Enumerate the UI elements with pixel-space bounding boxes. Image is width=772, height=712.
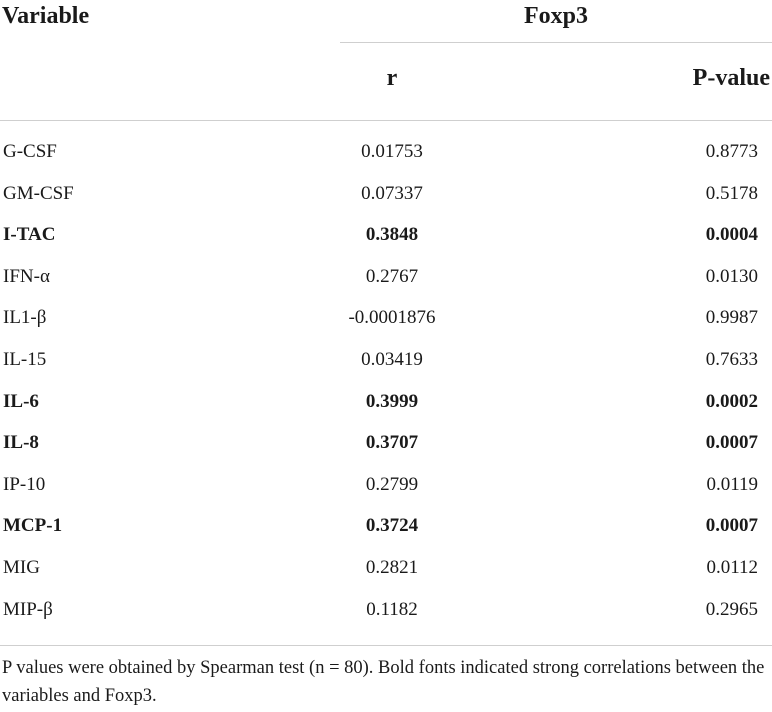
variable-cell: IP-10 <box>3 473 46 495</box>
table-row <box>0 547 772 589</box>
variable-cell: MCP-1 <box>3 515 63 537</box>
p-value-column-header: P-value <box>692 65 770 91</box>
variable-cell: IL-6 <box>3 390 39 412</box>
r-cell: 0.1182 <box>366 598 418 620</box>
variable-cell: MIP-β <box>3 598 53 620</box>
table-row <box>0 131 772 173</box>
variable-cell: G-CSF <box>3 141 57 162</box>
table-body <box>0 131 772 630</box>
variable-column-header: Variable <box>2 3 90 29</box>
table-row <box>0 256 772 298</box>
p-value-cell: 0.0119 <box>706 473 758 495</box>
variable-cell: IL1-β <box>3 307 47 329</box>
header-divider <box>0 120 772 121</box>
r-cell: 0.07337 <box>361 182 423 204</box>
table-row <box>0 422 772 464</box>
table-row <box>0 381 772 423</box>
r-cell: 0.2767 <box>365 265 419 287</box>
p-value-cell: 0.2965 <box>705 598 758 620</box>
r-cell: -0.0001876 <box>348 307 436 329</box>
p-value-cell: 0.8773 <box>705 141 758 162</box>
p-value-cell: 0.0130 <box>705 265 758 287</box>
group-header-divider <box>340 42 772 43</box>
table-row <box>0 589 772 631</box>
variable-cell: IL-15 <box>3 348 47 370</box>
table-row <box>0 339 772 381</box>
p-value-cell: 0.0004 <box>705 224 758 246</box>
p-value-cell: 0.0007 <box>705 432 758 454</box>
table-row <box>0 214 772 256</box>
variable-cell: IFN-α <box>3 265 50 287</box>
r-cell: 0.2821 <box>365 556 419 578</box>
r-cell: 0.3999 <box>365 390 419 412</box>
foxp3-group-header: Foxp3 <box>523 3 588 29</box>
table-row <box>0 173 772 215</box>
r-column-header: r <box>386 65 398 91</box>
table-row <box>0 464 772 506</box>
table-row <box>0 297 772 339</box>
p-value-cell: 0.5178 <box>705 182 758 204</box>
variable-cell: IL-8 <box>3 432 39 454</box>
p-value-cell: 0.0007 <box>705 515 758 537</box>
r-cell: 0.3848 <box>365 224 419 246</box>
table-footnote: P values were obtained by Spearman test (n = 80). Bold fonts indicated strong correlations between the variables and Foxp3. <box>2 658 765 706</box>
r-cell: 0.01753 <box>361 141 423 162</box>
r-cell: 0.2799 <box>365 473 419 495</box>
p-value-cell: 0.0002 <box>705 390 758 412</box>
variable-cell: GM-CSF <box>3 182 74 204</box>
p-value-cell: 0.7633 <box>705 348 758 370</box>
p-value-cell: 0.0112 <box>706 556 758 578</box>
p-value-cell: 0.9987 <box>705 307 758 329</box>
r-cell: 0.3724 <box>365 515 419 537</box>
table-bottom-divider <box>0 645 772 646</box>
table-row <box>0 505 772 547</box>
variable-cell: MIG <box>3 556 40 578</box>
variable-cell: I-TAC <box>3 224 56 246</box>
r-cell: 0.03419 <box>361 348 423 370</box>
r-cell: 0.3707 <box>365 432 419 454</box>
